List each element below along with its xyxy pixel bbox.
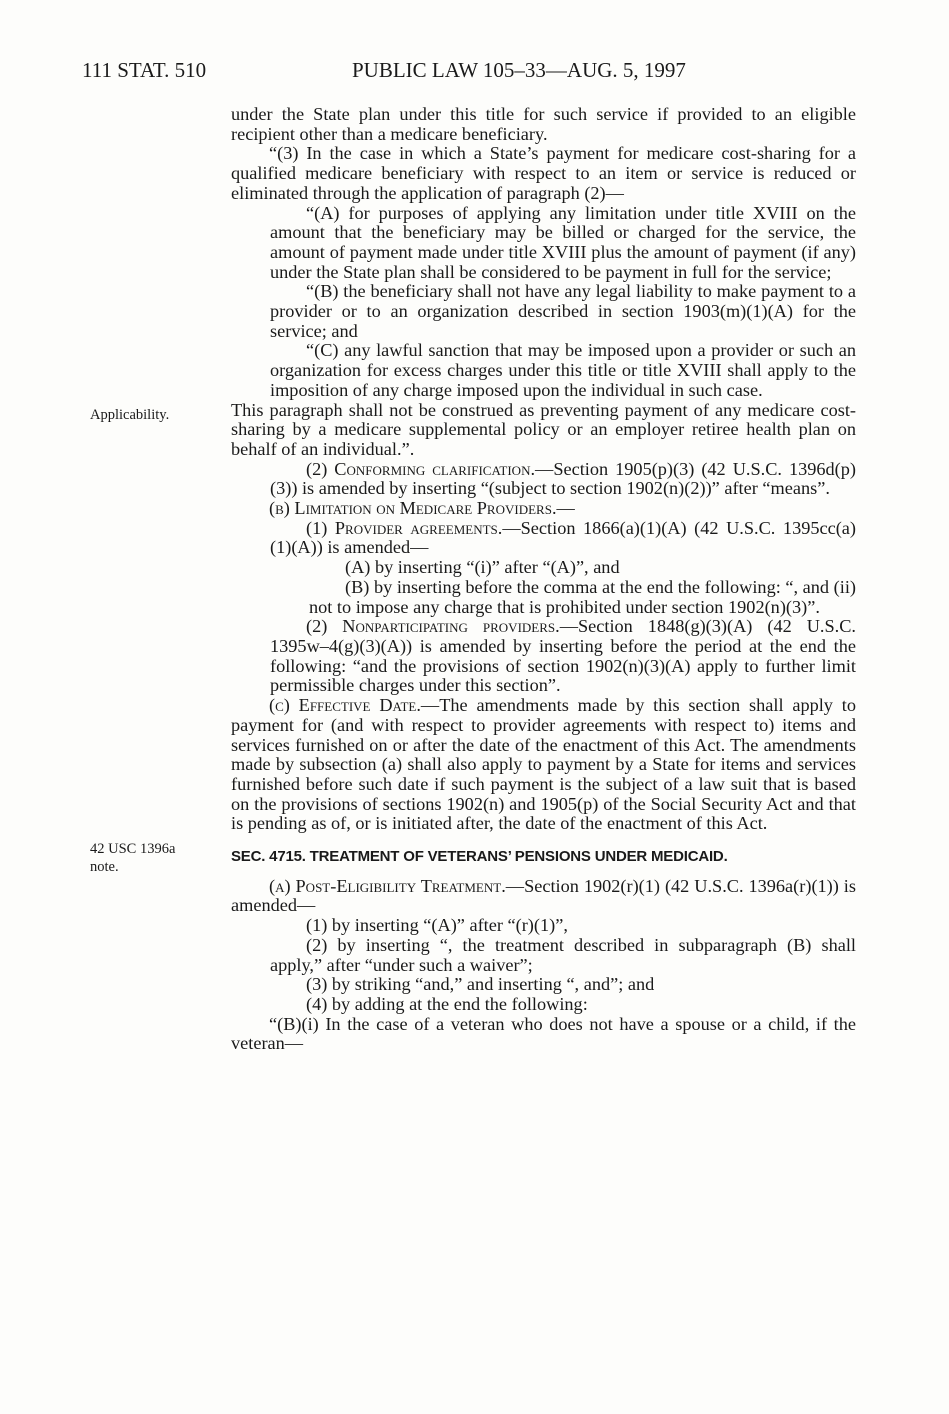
list-item: (3) by striking “and,” and inserting “, and”; and (306, 974, 655, 995)
paragraph-text: —Section 1902(r)(1) (42 U.S.C. 1396a(r)(1)) is amended— (231, 875, 856, 916)
paragraph-heading: (2) Nonparticipating providers. (306, 616, 560, 637)
subsection-b-heading (231, 499, 856, 519)
paragraph-text: —Section 1905(p)(3) (42 U.S.C. 1396d(p)(3)) is amended by inserting “(subject to section 1902(n)(2))” after “means”. (270, 458, 856, 499)
margin-note-usc-line: 42 USC 1396a (90, 841, 176, 857)
margin-note-applicability: Applicability. (90, 407, 170, 423)
paragraph-text: —Section 1866(a)(1)(A) (42 U.S.C. 1395cc(a)(1)(A)) is amended— (270, 517, 857, 558)
paragraph-heading: (c) Effective Date. (269, 695, 421, 716)
list-item: (2) by inserting “, the treatment described in subparagraph (B) shall apply,” after “under such a waiver”; (270, 934, 856, 975)
paragraph-heading: (b) Limitation on Medicare Providers. (269, 498, 557, 519)
paragraph: under the State plan under this title for such service if provided to an eligible recipient other than a medicare beneficiary. (231, 104, 856, 144)
paragraph-text: — (556, 498, 575, 519)
subparagraph-b: (B) by inserting before the comma at the end the following: “, and (ii) not to impose any charge that is prohibited under section 1902(n)(3)”. (309, 576, 856, 617)
paragraph-text: —Section 1848(g)(3)(A) (42 U.S.C. 1395w–4(g)(3)(A)) is amended by inserting before the period at the end the following: “and the provisions of section 1902(n)(3)(A) apply to further limit permissible charges under this section”. (270, 616, 857, 696)
subsection-post-eligibility (231, 877, 856, 916)
section-heading: SEC. 4715. TREATMENT OF VETERANS’ PENSIONS UNDER MEDICAID. (231, 848, 728, 866)
subparagraph-a: (A) by inserting “(i)” after “(A)”, and (345, 557, 620, 578)
subparagraph-b: “(B) the beneficiary shall not have any legal liability to make payment to a provider or to an organization described in section 1903(m)(1)(A) for the service; and (270, 281, 856, 341)
subparagraph-c: “(C) any lawful sanction that may be imposed upon a provider or such an organization for excess charges under this title or title XVIII shall apply to the imposition of any charge imposed upon the individual in such case. (270, 340, 856, 400)
statute-page-number: 111 STAT. 510 (82, 58, 207, 82)
paragraph-heading: (1) Provider agreements. (306, 517, 503, 538)
public-law-title: PUBLIC LAW 105–33—AUG. 5, 1997 (352, 58, 686, 82)
paragraph: “(3) In the case in which a State’s payment for medicare cost-sharing for a qualified medicare beneficiary with respect to an item or service is reduced or eliminated through the application of paragraph (2)— (231, 143, 856, 203)
paragraph: “(B)(i) In the case of a veteran who does not have a spouse or a child, if the veteran— (231, 1013, 856, 1054)
paragraph-provider-agreements (231, 519, 856, 558)
page-header (0, 58, 949, 88)
margin-note-usc-citation (90, 840, 220, 876)
paragraph-conforming-clarification (231, 460, 856, 499)
paragraph-heading: (2) Conforming clarification. (306, 458, 536, 479)
margin-note-usc-line: note. (90, 859, 119, 875)
statute-text (231, 105, 856, 1054)
paragraph: This paragraph shall not be construed as preventing payment of any medicare cost-sharing by a medicare supplemental policy or an employer retiree health plan on behalf of an individual.”. (231, 399, 856, 459)
paragraph-heading: (a) Post-Eligibility Treatment. (269, 875, 506, 896)
subparagraph-a: “(A) for purposes of applying any limitation under title XVIII on the amount that the beneficiary may be billed or charged for the service, the amount of payment made under title XVIII plus the amount of payment (if any) under the State plan shall be considered to be payment in full for the service; (270, 202, 856, 282)
subsection-effective-date (231, 696, 856, 834)
paragraph-text: —The amendments made by this section shall apply to payment for (and with respect to provider agreements with respect to) items and services furnished on or after the date of the enactment of this Act. The amendments made by subsection (a) shall also apply to payment by a State for items and services furnished before such date if such payment is the subject of a law suit that is based on the provisions of sections 1902(n) and 1905(p) of the Social Security Act and that is pending as of, or is initiated after, the date of the enactment of this Act. (231, 695, 856, 834)
list-item: (1) by inserting “(A)” after “(r)(1)”, (306, 915, 568, 936)
list-item: (4) by adding at the end the following: (306, 993, 588, 1014)
paragraph-nonparticipating-providers (231, 617, 856, 696)
